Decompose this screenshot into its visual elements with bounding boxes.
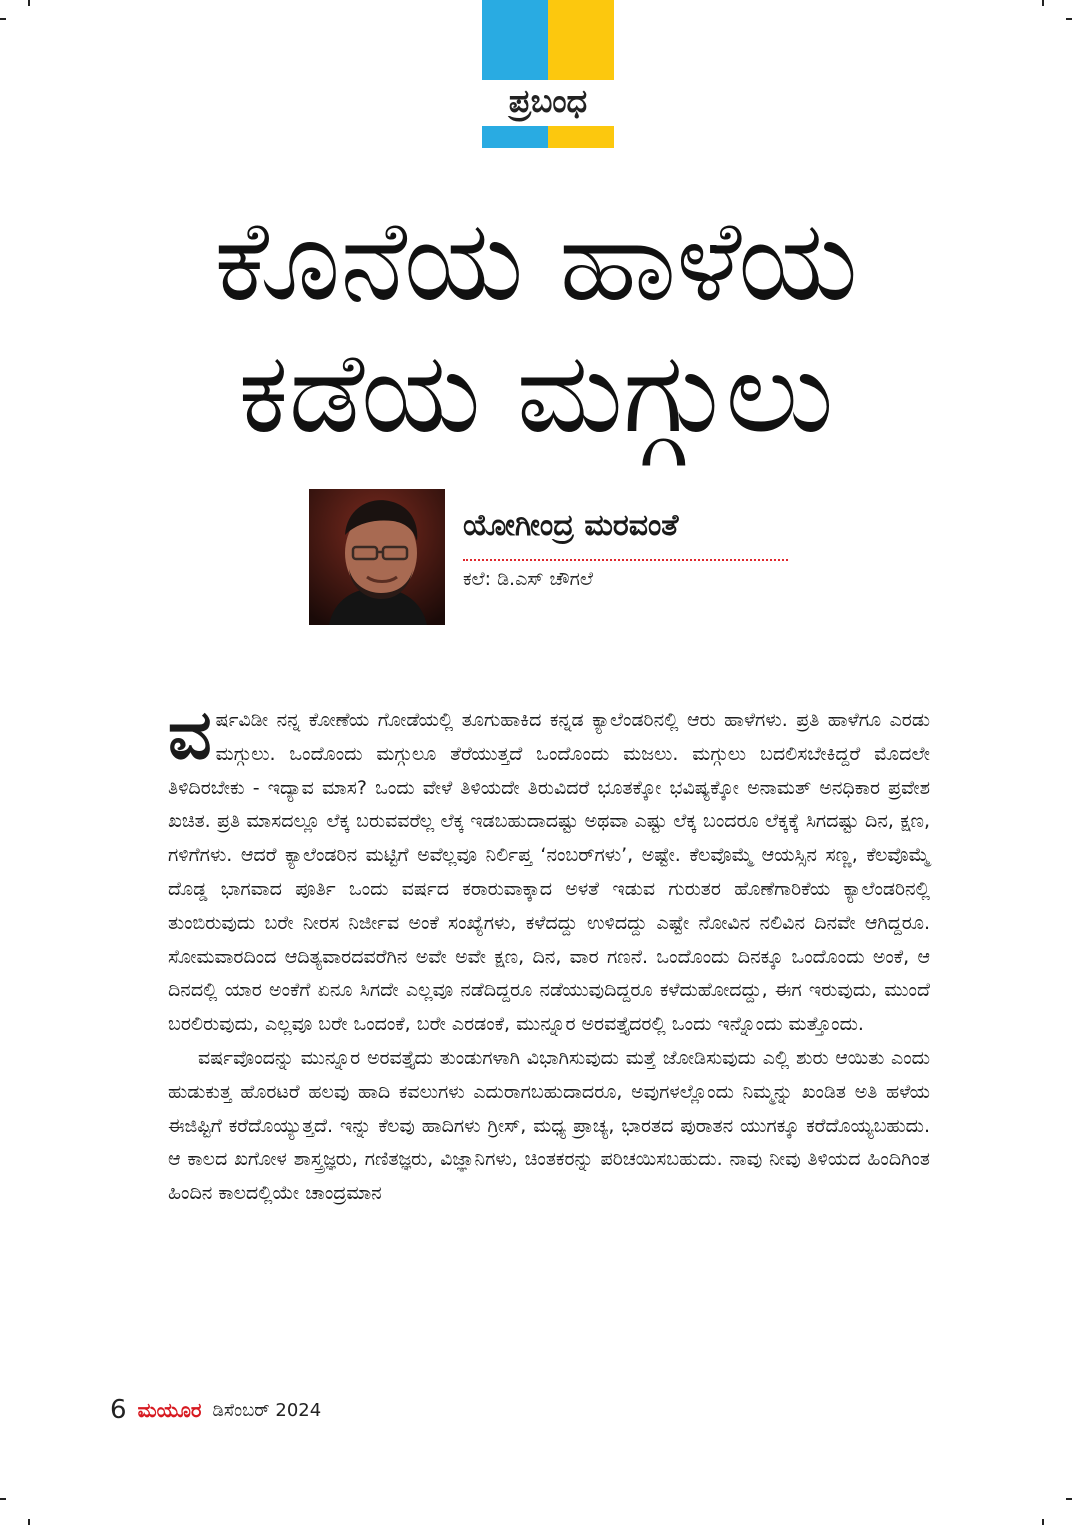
illustration-credit: ಕಲೆ: ಡಿ.ಎಸ್‌ ಚೌಗಲೆ [463,568,593,590]
drop-cap: ವ [168,696,212,775]
page-number: 6 [110,1395,127,1425]
article-paragraph [168,696,930,1042]
author-portrait-image [309,489,445,625]
author-divider [463,559,788,561]
article-title [60,195,1012,459]
crop-mark [0,1498,6,1500]
author-name: ಯೋಗೀಂದ್ರ ಮರವಂತೆ [463,508,679,543]
badge-blue-block [482,0,548,80]
crop-mark [1066,18,1072,20]
crop-mark [1042,0,1044,6]
badge-yellow-strip [548,126,614,148]
issue-date: ಡಿಸೆಂಬರ್ 2024 [212,1399,322,1421]
article-body [168,696,930,1211]
title-line-1: ಕೊನೆಯ ಹಾಳೆಯ [214,196,858,326]
crop-mark [28,1519,30,1525]
section-badge [482,0,614,148]
badge-yellow-block [548,0,614,80]
section-label: ಪ್ರಬಂಧ [508,82,588,120]
page-footer [110,1395,321,1429]
crop-mark [28,0,30,6]
badge-blue-strip [482,126,548,148]
author-photo [309,489,445,625]
crop-mark [1066,1498,1072,1500]
paragraph-1-text: ರ್ಷವಿಡೀ ನನ್ನ ಕೋಣೆಯ ಗೋಡೆಯಲ್ಲಿ ತೂಗುಹಾಕಿದ ಕನ್ನಡ ಕ್ಯಾಲೆಂಡರಿನಲ್ಲಿ ಆರು ಹಾಳೆಗಳು. ಪ್ರತಿ ಹಾಳೆಗೂ ಎರಡು ಮಗ್ಗುಲು. ಒಂದೊಂದು ಮಗ್ಗುಲೂ ತೆರೆಯುತ್ತದೆ ಒಂದೊಂದು ಮಜಲು. ಮಗ್ಗುಲು ಬದಲಿಸಬೇಕಿದ್ದರೆ ಮೊದಲೇ ತಿಳಿದಿರಬೇಕು - ಇದ್ಯಾವ ಮಾಸ? ಒಂದು ವೇಳೆ ತಿಳಿಯದೇ ತಿರುವಿದರೆ ಭೂತಕ್ಕೋ ಭವಿಷ್ಯಕ್ಕೋ ಅನಾಮತ್ ಅನಧಿಕಾರ ಪ್ರವೇಶ ಖಚಿತ. ಪ್ರತಿ ಮಾಸದಲ್ಲೂ ಲೆಕ್ಕ ಬರುವವರೆಲ್ಲ ಲೆಕ್ಕ ಇಡಬಹುದಾದಷ್ಟು ಅಥವಾ ಎಷ್ಟು ಲೆಕ್ಕ ಬಂದರೂ ಲೆಕ್ಕಕ್ಕೆ ಸಿಗದಷ್ಟು ದಿನ, ಕ್ಷಣ, ಗಳಿಗೆಗಳು. ಆದರೆ ಕ್ಯಾಲೆಂಡರಿನ ಮಟ್ಟಿಗೆ ಅವೆಲ್ಲವೂ ನಿರ್ಲಿಪ್ತ ‘ನಂಬರ್‌ಗಳು’, ಅಷ್ಟೇ. ಕೆಲವೊಮ್ಮೆ ಆಯಸ್ಸಿನ ಸಣ್ಣ, ಕೆಲವೊಮ್ಮೆ ದೊಡ್ಡ ಭಾಗವಾದ ಪೂರ್ತಿ ಒಂದು ವರ್ಷದ ಕರಾರುವಾಕ್ಕಾದ ಅಳತೆ ಇಡುವ ಗುರುತರ ಹೊಣೆಗಾರಿಕೆಯ ಕ್ಯಾಲೆಂಡರಿನಲ್ಲಿ ತುಂಬಿರುವುದು ಬರೇ ನೀರಸ ನಿರ್ಜೀವ ಅಂಕೆ ಸಂಖ್ಯೆಗಳು, ಕಳೆದದ್ದು ಉಳಿದದ್ದು ಎಷ್ಟೇ ನೋವಿನ ನಲಿವಿನ ದಿನವೇ ಆಗಿದ್ದರೂ. ಸೋಮವಾರದಿಂದ ಆದಿತ್ಯವಾರದವರೆಗಿನ ಅವೇ ಅವೇ ಕ್ಷಣ, ದಿನ, ವಾರ ಗಣನೆ. ಒಂದೊಂದು ದಿನಕ್ಕೂ ಒಂದೊಂದು ಅಂಕೆ, ಆ ದಿನದಲ್ಲಿ ಯಾರ ಅಂಕೆಗೆ ಏನೂ ಸಿಗದೇ ಎಲ್ಲವೂ ನಡೆದಿದ್ದರೂ ನಡೆಯುವುದಿದ್ದರೂ ಕಳೆದುಹೋದದ್ದು, ಈಗ ಇರುವುದು, ಮುಂದೆ ಬರಲಿರುವುದು, ಎಲ್ಲವೂ ಬರೇ ಒಂದಂಕೆ, ಬರೇ ಎರಡಂಕೆ, ಮುನ್ನೂರ ಅರವತ್ತೈದರಲ್ಲಿ ಒಂದು ಇನ್ನೊಂದು ಮತ್ತೊಂದು. [168,709,930,1036]
paragraph-2-text: ವರ್ಷವೊಂದನ್ನು ಮುನ್ನೂರ ಅರವತ್ತೈದು ತುಂಡುಗಳಾಗಿ ವಿಭಾಗಿಸುವುದು ಮತ್ತೆ ಜೋಡಿಸುವುದು ಎಲ್ಲಿ ಶುರು ಆಯಿತು ಎಂದು ಹುಡುಕುತ್ತ ಹೊರಟರೆ ಹಲವು ಹಾದಿ ಕವಲುಗಳು ಎದುರಾಗಬಹುದಾದರೂ, ಅವುಗಳಲ್ಲೊಂದು ನಿಮ್ಮನ್ನು ಖಂಡಿತ ಅತಿ ಹಳೆಯ ಈಜಿಪ್ಟಿಗೆ ಕರೆದೊಯ್ಯುತ್ತದೆ. ಇನ್ನು ಕೆಲವು ಹಾದಿಗಳು ಗ್ರೀಸ್, ಮಧ್ಯ ಪ್ರಾಚ್ಯ, ಭಾರತದ ಪುರಾತನ ಯುಗಕ್ಕೂ ಕರೆದೊಯ್ಯಬಹುದು. ಆ ಕಾಲದ ಖಗೋಳ ಶಾಸ್ತ್ರಜ್ಞರು, ಗಣಿತಜ್ಞರು, ವಿಜ್ಞಾನಿಗಳು, ಚಿಂತಕರನ್ನು ಪರಿಚಯಿಸಬಹುದು. ನಾವು ನೀವು ತಿಳಿಯದ ಹಿಂದಿಗಿಂತ ಹಿಂದಿನ ಕಾಲದಲ್ಲಿಯೇ ಚಾಂದ್ರಮಾನ [168,1046,930,1205]
crop-mark [0,18,6,20]
magazine-logo: ಮಯೂರ [137,1398,202,1422]
crop-mark [1042,1519,1044,1525]
title-line-2: ಕಡೆಯ ಮಗ್ಗುಲು [238,328,834,458]
